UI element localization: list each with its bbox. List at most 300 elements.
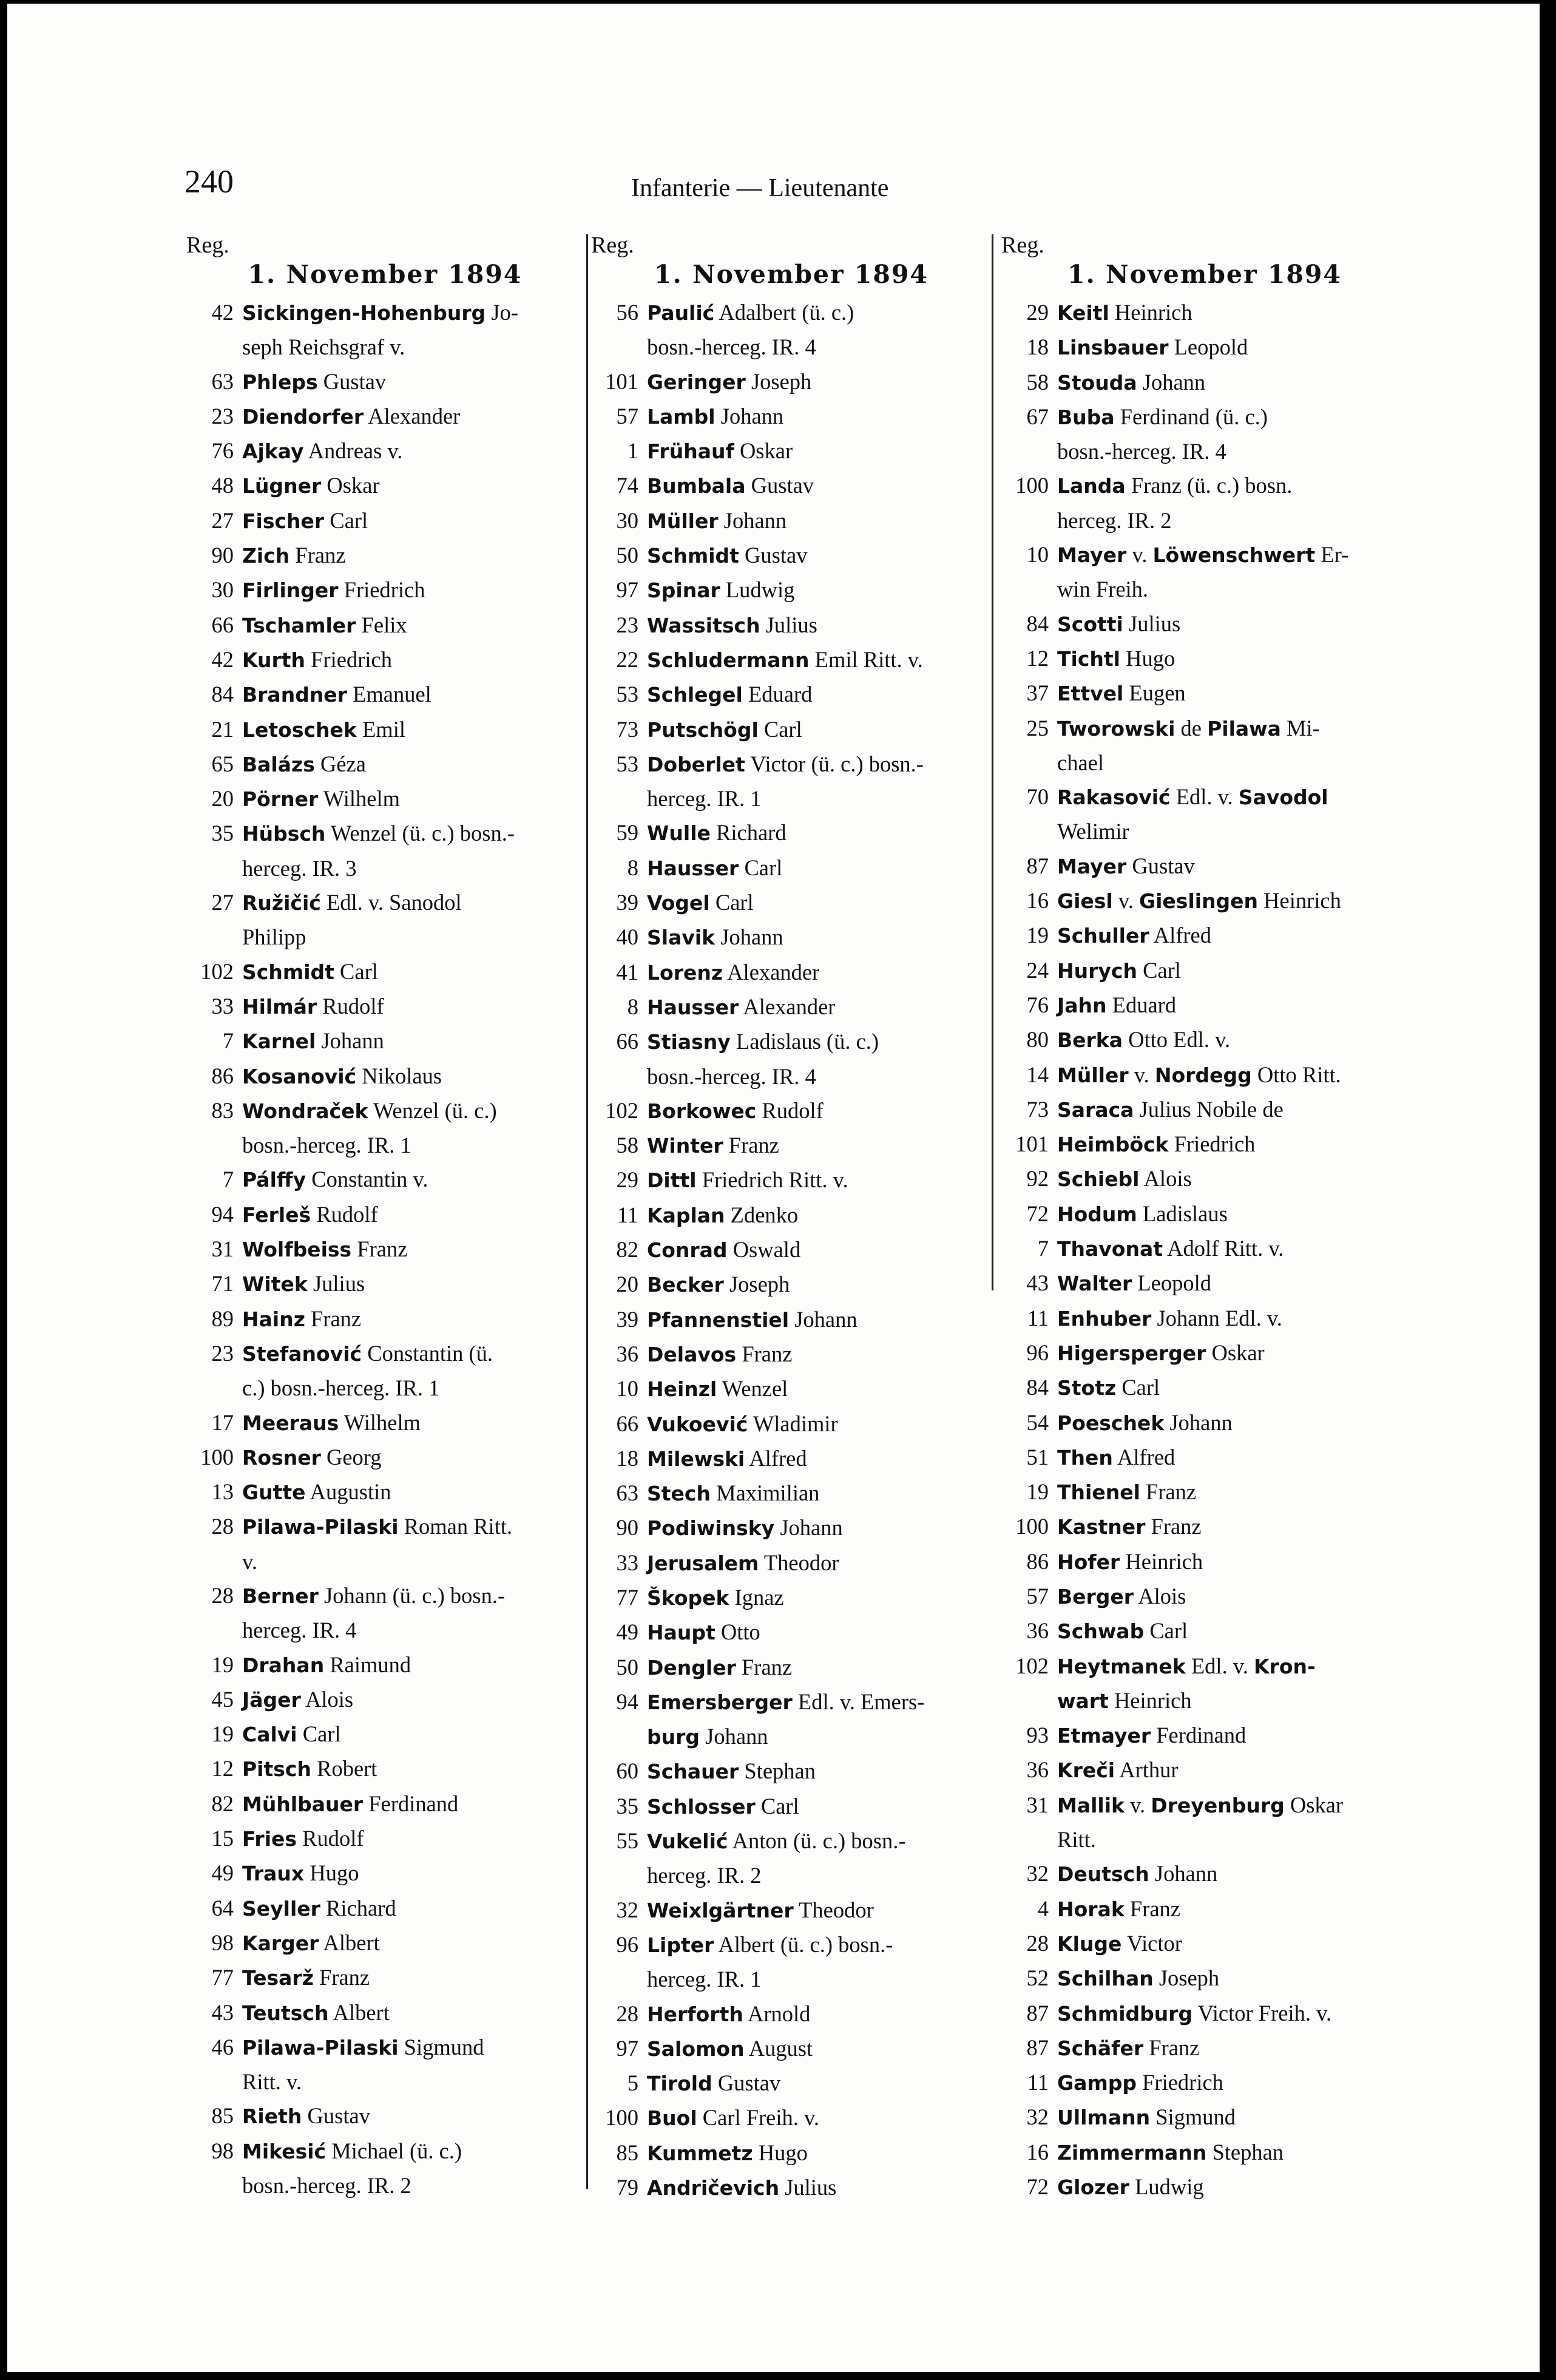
list-item bbox=[1001, 469, 1408, 538]
entry-text bbox=[242, 573, 584, 608]
given-name: Gustav bbox=[323, 368, 387, 394]
given-name: Franz (ü. c.) bosn. bbox=[1131, 473, 1293, 498]
entry-text bbox=[242, 1822, 584, 1856]
list-item bbox=[186, 399, 584, 434]
given-name: Johann bbox=[321, 1028, 384, 1054]
entry-text bbox=[647, 1685, 992, 1755]
surname: Heinzl bbox=[647, 1377, 717, 1402]
surname: Stech bbox=[647, 1482, 711, 1506]
given-name: Albert bbox=[323, 1930, 380, 1955]
given-name: Wilhelm bbox=[343, 1409, 421, 1435]
entry-text bbox=[242, 1024, 584, 1059]
column-1 bbox=[186, 231, 584, 2203]
given-name: v. bbox=[1118, 888, 1134, 914]
list-item bbox=[186, 643, 584, 677]
entry-text bbox=[242, 434, 584, 469]
list-item bbox=[591, 573, 992, 608]
list-item bbox=[1001, 1266, 1408, 1301]
regiment-number: 58 bbox=[1026, 369, 1049, 395]
surname: Emersberger bbox=[647, 1690, 793, 1714]
surname: Berner bbox=[242, 1584, 319, 1608]
surname: Rakasović bbox=[1057, 785, 1171, 810]
regiment-number: 31 bbox=[211, 1236, 234, 1262]
surname: Dittl bbox=[647, 1168, 697, 1193]
entry-text bbox=[647, 2101, 992, 2135]
regiment-number: 87 bbox=[1026, 2000, 1049, 2026]
regiment-number: 90 bbox=[211, 543, 234, 568]
list-item bbox=[1001, 676, 1408, 711]
list-item bbox=[1001, 884, 1408, 918]
list-item bbox=[186, 816, 584, 886]
entry-text bbox=[1057, 365, 1408, 400]
regiment-number: 36 bbox=[1026, 1757, 1049, 1783]
list-item bbox=[186, 1059, 584, 1094]
given-name: Ferdinand bbox=[368, 1791, 459, 1816]
regiment-number: 59 bbox=[616, 820, 638, 846]
list-item bbox=[1001, 1301, 1408, 1336]
surname: Mayer bbox=[1057, 543, 1127, 568]
list-item bbox=[186, 1961, 584, 1995]
entry-text bbox=[647, 955, 992, 990]
regiment-number: 8 bbox=[627, 855, 638, 880]
given-name: Friedrich bbox=[311, 646, 392, 672]
entry-text bbox=[647, 296, 992, 365]
given-name: Arthur bbox=[1119, 1757, 1179, 1783]
given-name: Johann bbox=[1169, 1409, 1233, 1435]
entry-text bbox=[647, 1650, 992, 1685]
continuation-text: win Freih. bbox=[1057, 577, 1149, 602]
given-name: Friedrich bbox=[1142, 2070, 1223, 2095]
regiment-number: 51 bbox=[1026, 1444, 1049, 1470]
entry-text bbox=[647, 816, 992, 850]
list-item bbox=[591, 713, 992, 747]
surname: Diendorfer bbox=[242, 404, 364, 429]
given-name: Johann bbox=[794, 1306, 857, 1332]
entry-text bbox=[647, 1233, 992, 1267]
list-item bbox=[1001, 1336, 1408, 1371]
regiment-number: 23 bbox=[211, 1340, 234, 1366]
regiment-number: 18 bbox=[1026, 334, 1049, 360]
entry-continuation bbox=[1057, 504, 1408, 538]
surname: Gutte bbox=[242, 1480, 306, 1505]
entry-text bbox=[647, 1754, 992, 1789]
surname: Stefanović bbox=[242, 1341, 362, 1366]
list-item bbox=[1001, 1579, 1408, 1614]
list-item bbox=[186, 677, 584, 712]
column-rule bbox=[992, 234, 993, 1290]
list-item bbox=[591, 990, 992, 1025]
surname: Müller bbox=[647, 509, 719, 533]
entry-text bbox=[1057, 1475, 1408, 1510]
entry-text bbox=[647, 504, 992, 538]
list-item bbox=[186, 1337, 584, 1406]
surname: Delavos bbox=[647, 1342, 737, 1366]
surname: Kreči bbox=[1057, 1758, 1115, 1783]
regiment-number: 8 bbox=[627, 994, 638, 1019]
entry-text bbox=[647, 713, 992, 747]
entry-text bbox=[1057, 884, 1408, 918]
regiment-number: 32 bbox=[616, 1897, 638, 1922]
given-name: Oswald bbox=[732, 1237, 801, 1263]
surname: Schäfer bbox=[1057, 2036, 1144, 2060]
surname-predicate: Pilawa bbox=[1207, 716, 1281, 741]
entry-text bbox=[1057, 676, 1408, 711]
entry-text bbox=[242, 1510, 584, 1579]
book-page bbox=[7, 4, 1540, 2372]
list-item bbox=[1001, 1127, 1408, 1162]
list-item bbox=[1001, 954, 1408, 988]
list-item bbox=[186, 1440, 584, 1475]
given-name: Maximilian bbox=[716, 1480, 820, 1506]
regiment-number: 19 bbox=[1026, 1479, 1049, 1505]
continuation-text: Heinrich bbox=[1114, 1687, 1192, 1713]
list-item bbox=[1001, 1440, 1408, 1475]
regiment-number: 96 bbox=[616, 1931, 638, 1957]
entry-text bbox=[242, 955, 584, 989]
given-name: Carl bbox=[715, 890, 754, 915]
entry-text bbox=[242, 2099, 584, 2134]
given-name: Carl bbox=[340, 958, 378, 984]
given-name: Anton (ü. c.) bosn.- bbox=[732, 1828, 906, 1854]
surname: Poeschek bbox=[1057, 1411, 1165, 1435]
entry-text bbox=[242, 713, 584, 747]
given-name: Julius Nobile de bbox=[1139, 1096, 1284, 1122]
given-name: Eduard bbox=[748, 682, 813, 707]
given-name: Johann (ü. c.) bosn.- bbox=[324, 1582, 506, 1608]
given-name: Ladislaus bbox=[1142, 1201, 1228, 1226]
list-item bbox=[186, 538, 584, 573]
entry-text bbox=[1057, 918, 1408, 953]
list-item bbox=[186, 1267, 584, 1301]
entry-text bbox=[647, 1337, 992, 1372]
entry-text bbox=[647, 1025, 992, 1094]
surname: Ferleš bbox=[242, 1202, 311, 1227]
given-name: Rudolf bbox=[322, 993, 384, 1019]
regiment-number: 71 bbox=[211, 1271, 234, 1297]
entry-text bbox=[1057, 2170, 1408, 2205]
list-item bbox=[1001, 1892, 1408, 1927]
entry-text bbox=[647, 1407, 992, 1442]
list-item bbox=[186, 504, 584, 538]
entry-text bbox=[1057, 2135, 1408, 2170]
surname: Brandner bbox=[242, 683, 347, 707]
given-name: Franz bbox=[1149, 2035, 1200, 2060]
entry-continuation bbox=[647, 1720, 992, 1754]
list-item bbox=[186, 1683, 584, 1717]
given-name: Rudolf bbox=[316, 1201, 378, 1227]
given-name: Nikolaus bbox=[362, 1063, 442, 1088]
given-name: Carl bbox=[763, 716, 802, 742]
given-name: Theodor bbox=[763, 1550, 839, 1575]
regiment-number: 101 bbox=[605, 368, 638, 394]
given-name: Johann bbox=[1142, 369, 1206, 395]
regiment-number: 97 bbox=[616, 2035, 638, 2061]
surname: Giesl bbox=[1057, 889, 1113, 914]
list-item bbox=[186, 1475, 584, 1510]
list-item bbox=[186, 1752, 584, 1786]
given-name: Robert bbox=[317, 1756, 377, 1782]
given-name: Franz bbox=[311, 1306, 362, 1331]
list-item bbox=[591, 469, 992, 503]
list-item bbox=[1001, 988, 1408, 1023]
date-heading: 1. November 1894 bbox=[654, 260, 929, 289]
surname: Tworowski bbox=[1057, 716, 1175, 741]
list-item bbox=[186, 1198, 584, 1232]
continuation-text: Philipp bbox=[242, 924, 306, 950]
entry-text bbox=[647, 608, 992, 643]
given-name: Rudolf bbox=[302, 1826, 364, 1851]
entry-text bbox=[242, 2030, 584, 2100]
entry-text bbox=[1057, 330, 1408, 365]
surname: Pilawa-Pilaski bbox=[242, 2035, 399, 2060]
entry-text bbox=[647, 434, 992, 469]
regiment-number: 16 bbox=[1026, 888, 1049, 914]
given-name: Edl. v. Sanodol bbox=[326, 890, 462, 915]
given-name: Albert bbox=[333, 1999, 390, 2025]
surname: Škopek bbox=[647, 1585, 729, 1610]
surname: Kastner bbox=[1057, 1515, 1146, 1539]
given-name: Joseph bbox=[1159, 1965, 1220, 1991]
entry-continuation bbox=[242, 1613, 584, 1647]
entry-text bbox=[1057, 1579, 1408, 1614]
regiment-number: 20 bbox=[616, 1272, 638, 1297]
list-item bbox=[591, 1025, 992, 1094]
regiment-number: 30 bbox=[616, 507, 638, 533]
continuation-text: bosn.-herceg. IR. 2 bbox=[242, 2173, 411, 2199]
given-name: Carl bbox=[330, 507, 368, 533]
list-item bbox=[1001, 1406, 1408, 1440]
continuation-text: herceg. IR. 3 bbox=[242, 855, 357, 881]
given-name: Alfred bbox=[749, 1445, 807, 1471]
regiment-number: 33 bbox=[211, 993, 234, 1019]
entry-text bbox=[242, 1856, 584, 1891]
regiment-number: 46 bbox=[211, 2034, 234, 2060]
given-name: Er- bbox=[1321, 542, 1349, 568]
regiment-number: 87 bbox=[1026, 853, 1049, 878]
regiment-number: 39 bbox=[616, 890, 638, 915]
given-name: Hugo bbox=[758, 2140, 808, 2165]
regiment-number: 25 bbox=[1026, 715, 1049, 741]
surname: Thavonat bbox=[1057, 1237, 1163, 1261]
surname-continuation: wart bbox=[1057, 1689, 1109, 1713]
surname: Jahn bbox=[1057, 993, 1107, 1017]
continuation-text: herceg. IR. 1 bbox=[647, 786, 762, 812]
regiment-number: 28 bbox=[616, 2001, 638, 2026]
entry-continuation bbox=[242, 1371, 584, 1405]
surname: Traux bbox=[242, 1862, 305, 1886]
entry-text bbox=[1057, 780, 1408, 849]
given-name: Oskar bbox=[1290, 1792, 1344, 1817]
regiment-number: 102 bbox=[1015, 1653, 1049, 1678]
regiment-number: 10 bbox=[616, 1376, 638, 1402]
list-item bbox=[1001, 1753, 1408, 1788]
regiment-number: 12 bbox=[1026, 645, 1049, 671]
list-item bbox=[1001, 2031, 1408, 2066]
surname: Haupt bbox=[647, 1621, 715, 1645]
regiment-number: 45 bbox=[211, 1686, 234, 1712]
surname: Jerusalem bbox=[647, 1551, 759, 1575]
regiment-number: 92 bbox=[1026, 1166, 1049, 1192]
regiment-number: 96 bbox=[1026, 1340, 1049, 1365]
surname: Pfannenstiel bbox=[647, 1307, 790, 1332]
entry-text bbox=[647, 1789, 992, 1824]
surname: Lipter bbox=[647, 1933, 714, 1957]
surname-predicate: Savodol bbox=[1238, 785, 1328, 810]
surname: Buba bbox=[1057, 405, 1115, 429]
entry-text bbox=[1057, 400, 1408, 469]
list-item bbox=[1001, 2100, 1408, 2135]
surname: Seyller bbox=[242, 1896, 320, 1921]
list-item bbox=[591, 1476, 992, 1511]
given-name: Ferdinand bbox=[1156, 1723, 1246, 1748]
entry-text bbox=[242, 643, 584, 677]
list-item bbox=[1001, 538, 1408, 607]
continuation-text: c.) bosn.-herceg. IR. 1 bbox=[242, 1375, 440, 1401]
list-item bbox=[186, 1406, 584, 1440]
given-name: Johann bbox=[780, 1515, 843, 1541]
entry-continuation bbox=[1057, 815, 1408, 849]
regiment-number: 19 bbox=[211, 1652, 234, 1677]
list-item bbox=[186, 989, 584, 1024]
surname: Milewski bbox=[647, 1446, 745, 1471]
surname: Pilawa-Pilaski bbox=[242, 1515, 399, 1539]
surname: Drahan bbox=[242, 1653, 325, 1677]
list-item bbox=[591, 920, 992, 955]
regiment-number: 57 bbox=[1026, 1583, 1049, 1609]
given-name: Jo- bbox=[491, 300, 518, 325]
surname: Wulle bbox=[647, 821, 711, 846]
regiment-number: 40 bbox=[616, 924, 638, 950]
surname: Kaplan bbox=[647, 1203, 725, 1227]
regiment-number: 11 bbox=[1027, 2070, 1049, 2095]
surname: Salomon bbox=[647, 2036, 745, 2061]
entry-text bbox=[242, 1094, 584, 1163]
given-name: Géza bbox=[320, 751, 366, 776]
surname: Ettvel bbox=[1057, 682, 1124, 706]
entry-continuation bbox=[242, 330, 584, 364]
entry-text bbox=[1057, 607, 1408, 642]
regiment-number: 31 bbox=[1026, 1792, 1049, 1817]
given-name: Johann Edl. v. bbox=[1157, 1305, 1282, 1331]
list-item bbox=[186, 1822, 584, 1856]
regiment-number: 87 bbox=[1026, 2035, 1049, 2060]
regiment-number: 7 bbox=[222, 1167, 234, 1192]
entry-text bbox=[1057, 1301, 1408, 1336]
surname: Meeraus bbox=[242, 1411, 339, 1435]
surname: Thienel bbox=[1057, 1480, 1140, 1505]
running-head: Infanterie — Lieutenante bbox=[631, 174, 889, 202]
entry-text bbox=[647, 1893, 992, 1928]
regiment-number: 35 bbox=[211, 821, 234, 846]
regiment-number: 90 bbox=[616, 1515, 638, 1541]
list-item bbox=[186, 1648, 584, 1683]
list-item bbox=[186, 2099, 584, 2134]
regiment-number: 97 bbox=[616, 577, 638, 603]
entry-continuation bbox=[1057, 746, 1408, 780]
given-name: Alfred bbox=[1153, 923, 1211, 948]
regiment-number: 42 bbox=[211, 646, 234, 672]
regiment-number: 63 bbox=[211, 368, 234, 394]
entry-text bbox=[647, 1303, 992, 1337]
surname: Vukelić bbox=[647, 1829, 728, 1854]
list-item bbox=[1001, 296, 1408, 330]
entry-text bbox=[242, 1579, 584, 1648]
list-item bbox=[1001, 1162, 1408, 1196]
regiment-number: 94 bbox=[616, 1689, 638, 1714]
regiment-number: 93 bbox=[1026, 1723, 1049, 1748]
list-item bbox=[591, 504, 992, 538]
entry-text bbox=[1057, 1440, 1408, 1475]
entry-text bbox=[1057, 296, 1408, 330]
entry-text bbox=[242, 1475, 584, 1510]
list-item bbox=[591, 1372, 992, 1406]
list-item bbox=[1001, 1371, 1408, 1405]
list-item bbox=[591, 2171, 992, 2205]
regiment-number: 21 bbox=[211, 716, 234, 742]
reg-label: Reg. bbox=[591, 232, 634, 258]
given-name: Franz bbox=[295, 543, 346, 568]
entry-text bbox=[647, 365, 992, 399]
entry-text bbox=[1057, 1788, 1408, 1857]
entry-text bbox=[647, 1928, 992, 1997]
continuation-text: herceg. IR. 1 bbox=[647, 1967, 762, 1992]
given-name: Franz bbox=[728, 1133, 779, 1158]
continuation-text: Welimir bbox=[1057, 819, 1129, 844]
entry-continuation bbox=[1057, 1823, 1408, 1857]
list-item bbox=[186, 782, 584, 816]
given-name: Felix bbox=[361, 612, 407, 637]
given-name: Franz bbox=[742, 1341, 793, 1366]
entry-text bbox=[1057, 1545, 1408, 1579]
regiment-number: 64 bbox=[211, 1895, 234, 1921]
regiment-number: 72 bbox=[1026, 1201, 1049, 1226]
given-name: Michael (ü. c.) bbox=[331, 2138, 462, 2163]
surname: Geringer bbox=[647, 370, 746, 394]
list-item bbox=[1001, 1927, 1408, 1961]
entry-continuation bbox=[242, 2169, 584, 2203]
list-item bbox=[1001, 330, 1408, 365]
entry-text bbox=[1057, 1058, 1408, 1093]
entry-text bbox=[242, 504, 584, 538]
surname-predicate: Gieslingen bbox=[1139, 889, 1259, 914]
given-name: Carl Freih. v. bbox=[702, 2105, 820, 2131]
list-item bbox=[591, 399, 992, 434]
entry-text bbox=[647, 643, 992, 677]
list-item bbox=[186, 1232, 584, 1267]
surname-predicate: Löwenschwert bbox=[1152, 543, 1316, 568]
regiment-number: 101 bbox=[1015, 1131, 1049, 1157]
regiment-number: 67 bbox=[1026, 404, 1049, 429]
regiment-number: 43 bbox=[211, 1999, 234, 2025]
surname: Winter bbox=[647, 1134, 723, 1158]
entry-text bbox=[242, 2134, 584, 2203]
given-name: Ludwig bbox=[1135, 2174, 1204, 2200]
regiment-number: 33 bbox=[616, 1550, 638, 1575]
entry-text bbox=[242, 782, 584, 816]
given-name: Friedrich bbox=[343, 577, 425, 603]
list-item bbox=[1001, 1232, 1408, 1266]
entry-continuation bbox=[647, 1962, 992, 1996]
given-name: Victor bbox=[1126, 1930, 1182, 1956]
regiment-number: 79 bbox=[616, 2175, 638, 2200]
list-item bbox=[186, 1926, 584, 1961]
surname: Rosner bbox=[242, 1445, 321, 1470]
given-name: Carl bbox=[744, 855, 783, 880]
list-item bbox=[186, 365, 584, 399]
entry-text bbox=[242, 1787, 584, 1822]
surname: Vukoević bbox=[647, 1412, 748, 1436]
entry-text bbox=[647, 2066, 992, 2101]
